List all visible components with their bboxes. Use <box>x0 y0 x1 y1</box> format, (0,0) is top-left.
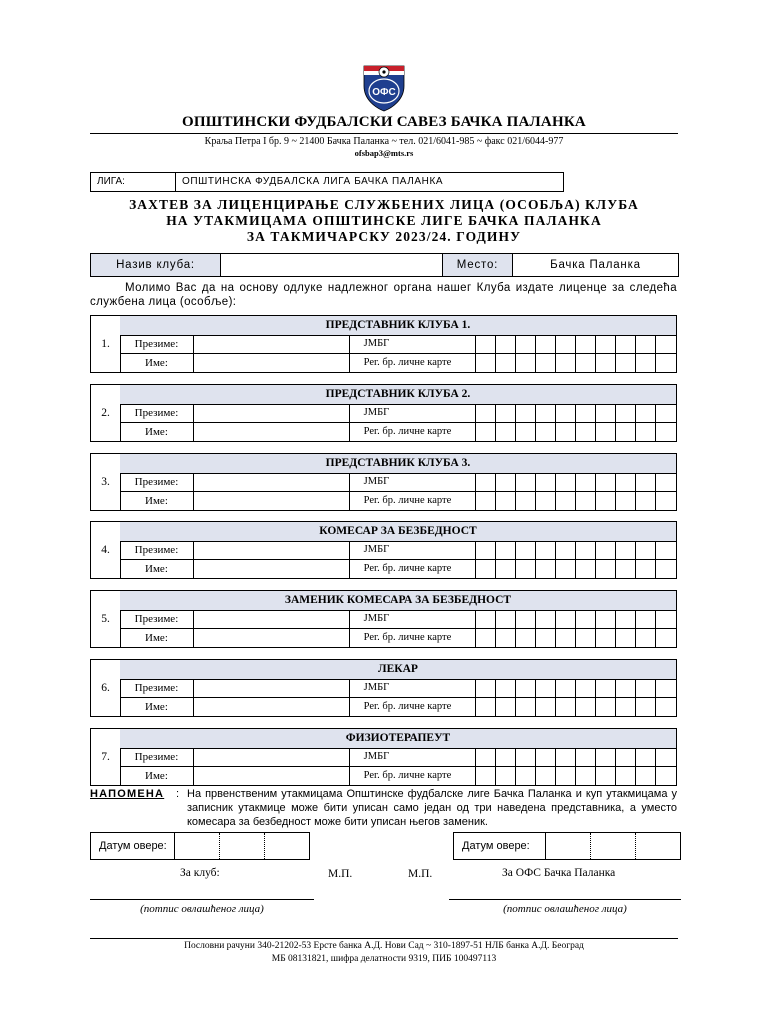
digit-cell[interactable] <box>636 629 656 647</box>
name-field[interactable] <box>194 423 350 441</box>
digit-cell[interactable] <box>596 404 616 422</box>
digit-cell[interactable] <box>656 404 676 422</box>
digit-cell[interactable] <box>556 404 576 422</box>
digit-cell[interactable] <box>496 610 516 628</box>
digit-cell[interactable] <box>576 492 596 510</box>
surname-field[interactable] <box>194 541 350 559</box>
date-month-field[interactable] <box>220 833 265 859</box>
date-box-right <box>453 832 681 860</box>
digit-cell[interactable] <box>656 541 676 559</box>
section-title: ЛЕКАР <box>120 660 676 680</box>
ofs-logo <box>362 64 406 112</box>
id-card-label: Рег. бр. личне карте <box>350 492 476 510</box>
org-title: ОПШТИНСКИ ФУДБАЛСКИ САВЕЗ БАЧКА ПАЛАНКА <box>182 114 586 130</box>
id-card-label: Рег. бр. личне карте <box>350 767 476 785</box>
surname-row <box>120 541 676 560</box>
id-card-cells[interactable] <box>476 354 676 372</box>
digit-cell[interactable] <box>476 335 496 353</box>
league-box <box>90 172 564 192</box>
section-title: ФИЗИОТЕРАПЕУТ <box>120 729 676 749</box>
digit-cell[interactable] <box>576 748 596 766</box>
staff-section <box>90 728 677 786</box>
footer-bank-accounts: Пословни рачуни 340-21202-53 Ерсте банка А.Д. Нови Сад ~ 310-1897-51 НЛБ банка А.Д. Београд <box>184 941 584 951</box>
digit-cell[interactable] <box>496 541 516 559</box>
digit-cell[interactable] <box>516 629 536 647</box>
digit-cell[interactable] <box>556 748 576 766</box>
jmbg-cells[interactable] <box>476 679 676 697</box>
name-label: Име: <box>120 560 194 578</box>
id-card-cells[interactable] <box>476 560 676 578</box>
digit-cell[interactable] <box>616 354 636 372</box>
surname-label: Презиме: <box>120 610 194 628</box>
id-card-cells[interactable] <box>476 767 676 785</box>
name-label: Име: <box>120 629 194 647</box>
digit-cell[interactable] <box>636 767 656 785</box>
digit-cell[interactable] <box>496 423 516 441</box>
digit-cell[interactable] <box>476 354 496 372</box>
digit-cell[interactable] <box>536 541 556 559</box>
section-title: КОМЕСАР ЗА БЕЗБЕДНОСТ <box>120 522 676 542</box>
digit-cell[interactable] <box>556 354 576 372</box>
digit-cell[interactable] <box>596 473 616 491</box>
digit-cell[interactable] <box>576 541 596 559</box>
digit-cell[interactable] <box>496 679 516 697</box>
digit-cell[interactable] <box>496 698 516 716</box>
id-card-label: Рег. бр. личне карте <box>350 423 476 441</box>
club-place-label: Место: <box>443 254 513 276</box>
footer-registration: МБ 08131821, шифра делатности 9319, ПИБ 100497113 <box>271 954 497 964</box>
jmbg-cells[interactable] <box>476 610 676 628</box>
date-label-right: Датум овере: <box>454 833 546 859</box>
digit-cell[interactable] <box>616 541 636 559</box>
digit-cell[interactable] <box>616 767 636 785</box>
name-label: Име: <box>120 767 194 785</box>
digit-cell[interactable] <box>656 473 676 491</box>
digit-cell[interactable] <box>616 492 636 510</box>
digit-cell[interactable] <box>656 560 676 578</box>
digit-cell[interactable] <box>616 335 636 353</box>
surname-row <box>120 473 676 492</box>
name-field[interactable] <box>194 767 350 785</box>
jmbg-cells[interactable] <box>476 473 676 491</box>
section-title: ПРЕДСТАВНИК КЛУБА 1. <box>120 316 676 336</box>
staff-section <box>90 453 677 511</box>
digit-cell[interactable] <box>636 679 656 697</box>
digit-cell[interactable] <box>516 423 536 441</box>
surname-row <box>120 748 676 767</box>
surname-label: Презиме: <box>120 404 194 422</box>
name-field[interactable] <box>194 560 350 578</box>
digit-cell[interactable] <box>556 767 576 785</box>
date-box-left <box>90 832 310 860</box>
section-number: 2. <box>91 385 121 441</box>
digit-cell[interactable] <box>516 541 536 559</box>
digit-cell[interactable] <box>596 767 616 785</box>
digit-cell[interactable] <box>556 560 576 578</box>
surname-field[interactable] <box>194 473 350 491</box>
name-label: Име: <box>120 698 194 716</box>
digit-cell[interactable] <box>596 335 616 353</box>
digit-cell[interactable] <box>596 492 616 510</box>
surname-field[interactable] <box>194 679 350 697</box>
digit-cell[interactable] <box>616 748 636 766</box>
digit-cell[interactable] <box>536 404 556 422</box>
digit-cell[interactable] <box>496 767 516 785</box>
surname-row <box>120 404 676 423</box>
digit-cell[interactable] <box>476 698 496 716</box>
digit-cell[interactable] <box>656 698 676 716</box>
note-text: На првенственим утакмицама Општинске фудбалске лиге Бачка Паланка и куп утакмицама у записник утакмице може бити уписан само један од три наведена представника, а уместо комесара за безбедност може бити уписан његов заменик. <box>187 788 677 828</box>
id-card-cells[interactable] <box>476 698 676 716</box>
digit-cell[interactable] <box>636 610 656 628</box>
digit-cell[interactable] <box>576 679 596 697</box>
jmbg-label: ЈМБГ <box>350 404 476 422</box>
logo-text: ОФС <box>372 87 396 98</box>
name-label: Име: <box>120 423 194 441</box>
digit-cell[interactable] <box>496 404 516 422</box>
name-row <box>120 698 676 716</box>
id-card-label: Рег. бр. личне карте <box>350 698 476 716</box>
form-title-line-1: ЗАХТЕВ ЗА ЛИЦЕНЦИРАЊЕ СЛУЖБЕНИХ ЛИЦА (ОСОБЉА) КЛУБА <box>129 197 639 212</box>
surname-field[interactable] <box>194 335 350 353</box>
digit-cell[interactable] <box>496 354 516 372</box>
digit-cell[interactable] <box>636 492 656 510</box>
digit-cell[interactable] <box>656 354 676 372</box>
name-field[interactable] <box>194 492 350 510</box>
digit-cell[interactable] <box>596 679 616 697</box>
digit-cell[interactable] <box>476 560 496 578</box>
name-field[interactable] <box>194 698 350 716</box>
jmbg-cells[interactable] <box>476 404 676 422</box>
digit-cell[interactable] <box>476 679 496 697</box>
digit-cell[interactable] <box>596 698 616 716</box>
digit-cell[interactable] <box>556 423 576 441</box>
digit-cell[interactable] <box>576 354 596 372</box>
digit-cell[interactable] <box>476 404 496 422</box>
surname-row <box>120 335 676 354</box>
digit-cell[interactable] <box>616 404 636 422</box>
digit-cell[interactable] <box>596 560 616 578</box>
section-number: 5. <box>91 591 121 647</box>
surname-label: Презиме: <box>120 679 194 697</box>
surname-field[interactable] <box>194 404 350 422</box>
digit-cell[interactable] <box>556 698 576 716</box>
digit-cell[interactable] <box>496 492 516 510</box>
name-label: Име: <box>120 492 194 510</box>
shield-icon <box>362 64 406 112</box>
digit-cell[interactable] <box>496 629 516 647</box>
surname-label: Презиме: <box>120 541 194 559</box>
digit-cell[interactable] <box>556 610 576 628</box>
digit-cell[interactable] <box>536 629 556 647</box>
ofs-signature-caption: (потпис овлашћеног лица) <box>503 903 627 915</box>
digit-cell[interactable] <box>516 473 536 491</box>
digit-cell[interactable] <box>536 698 556 716</box>
digit-cell[interactable] <box>596 541 616 559</box>
digit-cell[interactable] <box>556 541 576 559</box>
footer-divider <box>90 938 678 939</box>
digit-cell[interactable] <box>496 473 516 491</box>
jmbg-label: ЈМБГ <box>350 748 476 766</box>
digit-cell[interactable] <box>536 560 556 578</box>
digit-cell[interactable] <box>476 767 496 785</box>
form-title-line-2: НА УТАКМИЦАМА ОПШТИНСКЕ ЛИГЕ БАЧКА ПАЛАНКА <box>166 213 602 228</box>
digit-cell[interactable] <box>516 404 536 422</box>
note-colon: : <box>176 788 180 800</box>
section-number: 7. <box>91 729 121 785</box>
digit-cell[interactable] <box>656 748 676 766</box>
digit-cell[interactable] <box>536 354 556 372</box>
digit-cell[interactable] <box>656 335 676 353</box>
digit-cell[interactable] <box>636 698 656 716</box>
jmbg-label: ЈМБГ <box>350 541 476 559</box>
digit-cell[interactable] <box>476 541 496 559</box>
section-number: 6. <box>91 660 121 716</box>
jmbg-label: ЈМБГ <box>350 335 476 353</box>
club-signature-line[interactable] <box>90 899 314 900</box>
staff-section <box>90 384 677 442</box>
digit-cell[interactable] <box>636 404 656 422</box>
id-card-cells[interactable] <box>476 423 676 441</box>
digit-cell[interactable] <box>476 610 496 628</box>
name-row <box>120 492 676 510</box>
section-title: ЗАМЕНИК КОМЕСАРА ЗА БЕЗБЕДНОСТ <box>120 591 676 611</box>
id-card-label: Рег. бр. личне карте <box>350 560 476 578</box>
jmbg-label: ЈМБГ <box>350 610 476 628</box>
date-day-field[interactable] <box>546 833 591 859</box>
club-name-field[interactable] <box>221 254 443 276</box>
staff-section <box>90 590 677 648</box>
surname-label: Презиме: <box>120 335 194 353</box>
digit-cell[interactable] <box>616 423 636 441</box>
name-row <box>120 354 676 372</box>
surname-label: Презиме: <box>120 473 194 491</box>
digit-cell[interactable] <box>556 335 576 353</box>
digit-cell[interactable] <box>596 610 616 628</box>
name-row <box>120 767 676 785</box>
digit-cell[interactable] <box>476 473 496 491</box>
digit-cell[interactable] <box>616 560 636 578</box>
staff-section <box>90 521 677 579</box>
digit-cell[interactable] <box>656 423 676 441</box>
digit-cell[interactable] <box>616 473 636 491</box>
name-label: Име: <box>120 354 194 372</box>
date-year-field[interactable] <box>636 833 680 859</box>
digit-cell[interactable] <box>516 354 536 372</box>
digit-cell[interactable] <box>536 492 556 510</box>
name-row <box>120 560 676 578</box>
digit-cell[interactable] <box>576 404 596 422</box>
jmbg-cells[interactable] <box>476 748 676 766</box>
digit-cell[interactable] <box>536 610 556 628</box>
digit-cell[interactable] <box>516 560 536 578</box>
org-email: ofsbap3@mts.rs <box>354 148 414 158</box>
digit-cell[interactable] <box>556 629 576 647</box>
section-title: ПРЕДСТАВНИК КЛУБА 2. <box>120 385 676 405</box>
digit-cell[interactable] <box>476 423 496 441</box>
digit-cell[interactable] <box>616 610 636 628</box>
digit-cell[interactable] <box>536 335 556 353</box>
club-place-field[interactable]: Бачка Паланка <box>550 259 641 271</box>
digit-cell[interactable] <box>476 748 496 766</box>
digit-cell[interactable] <box>516 698 536 716</box>
club-signature-label: За клуб: <box>180 867 220 879</box>
digit-cell[interactable] <box>596 629 616 647</box>
form-title-line-3: ЗА ТАКМИЧАРСКУ 2023/24. ГОДИНУ <box>246 229 522 244</box>
digit-cell[interactable] <box>576 610 596 628</box>
surname-field[interactable] <box>194 610 350 628</box>
digit-cell[interactable] <box>616 679 636 697</box>
digit-cell[interactable] <box>536 473 556 491</box>
digit-cell[interactable] <box>536 679 556 697</box>
jmbg-cells[interactable] <box>476 541 676 559</box>
digit-cell[interactable] <box>516 767 536 785</box>
date-year-field[interactable] <box>265 833 309 859</box>
digit-cell[interactable] <box>576 767 596 785</box>
digit-cell[interactable] <box>516 335 536 353</box>
digit-cell[interactable] <box>536 767 556 785</box>
club-row <box>90 253 679 277</box>
digit-cell[interactable] <box>656 492 676 510</box>
digit-cell[interactable] <box>576 423 596 441</box>
org-address: Краља Петра I бр. 9 ~ 21400 Бачка Паланка ~ тел. 021/6041-985 ~ факс 021/6044-977 <box>204 136 564 147</box>
digit-cell[interactable] <box>596 423 616 441</box>
date-label-left: Датум овере: <box>91 833 175 859</box>
digit-cell[interactable] <box>536 748 556 766</box>
digit-cell[interactable] <box>496 335 516 353</box>
jmbg-cells[interactable] <box>476 335 676 353</box>
digit-cell[interactable] <box>476 629 496 647</box>
digit-cell[interactable] <box>576 698 596 716</box>
jmbg-label: ЈМБГ <box>350 473 476 491</box>
surname-field[interactable] <box>194 748 350 766</box>
staff-section <box>90 315 677 373</box>
digit-cell[interactable] <box>656 629 676 647</box>
stamp-label-right: М.П. <box>408 868 433 880</box>
digit-cell[interactable] <box>496 560 516 578</box>
stamp-label-left: М.П. <box>328 868 353 880</box>
surname-label: Презиме: <box>120 748 194 766</box>
digit-cell[interactable] <box>636 748 656 766</box>
digit-cell[interactable] <box>556 492 576 510</box>
digit-cell[interactable] <box>516 679 536 697</box>
date-month-field[interactable] <box>591 833 636 859</box>
digit-cell[interactable] <box>516 610 536 628</box>
id-card-cells[interactable] <box>476 492 676 510</box>
digit-cell[interactable] <box>596 748 616 766</box>
digit-cell[interactable] <box>656 679 676 697</box>
digit-cell[interactable] <box>636 560 656 578</box>
section-number: 3. <box>91 454 121 510</box>
id-card-label: Рег. бр. личне карте <box>350 354 476 372</box>
digit-cell[interactable] <box>496 748 516 766</box>
digit-cell[interactable] <box>576 473 596 491</box>
name-row <box>120 629 676 647</box>
form-title <box>0 197 768 245</box>
name-field[interactable] <box>194 629 350 647</box>
digit-cell[interactable] <box>616 698 636 716</box>
note-label: НАПОМЕНА <box>90 788 165 800</box>
jmbg-label: ЈМБГ <box>350 679 476 697</box>
section-number: 1. <box>91 316 121 372</box>
id-card-cells[interactable] <box>476 629 676 647</box>
club-signature-caption: (потпис овлашћеног лица) <box>140 903 264 915</box>
digit-cell[interactable] <box>516 492 536 510</box>
name-row <box>120 423 676 441</box>
section-title: ПРЕДСТАВНИК КЛУБА 3. <box>120 454 676 474</box>
id-card-label: Рег. бр. личне карте <box>350 629 476 647</box>
ofs-signature-line[interactable] <box>449 899 681 900</box>
digit-cell[interactable] <box>636 423 656 441</box>
staff-section <box>90 659 677 717</box>
digit-cell[interactable] <box>636 541 656 559</box>
date-day-field[interactable] <box>175 833 220 859</box>
league-label: ЛИГА: <box>91 173 176 191</box>
digit-cell[interactable] <box>556 679 576 697</box>
digit-cell[interactable] <box>656 610 676 628</box>
digit-cell[interactable] <box>576 560 596 578</box>
league-value[interactable]: ОПШТИНСКА ФУДБАЛСКА ЛИГА БАЧКА ПАЛАНКА <box>182 176 444 187</box>
digit-cell[interactable] <box>516 748 536 766</box>
digit-cell[interactable] <box>536 423 556 441</box>
surname-row <box>120 679 676 698</box>
digit-cell[interactable] <box>636 335 656 353</box>
name-field[interactable] <box>194 354 350 372</box>
digit-cell[interactable] <box>576 335 596 353</box>
digit-cell[interactable] <box>576 629 596 647</box>
digit-cell[interactable] <box>636 473 656 491</box>
digit-cell[interactable] <box>636 354 656 372</box>
section-number: 4. <box>91 522 121 578</box>
digit-cell[interactable] <box>616 629 636 647</box>
surname-row <box>120 610 676 629</box>
ofs-signature-label: За ОФС Бачка Паланка <box>502 867 616 879</box>
digit-cell[interactable] <box>476 492 496 510</box>
club-name-label: Назив клуба: <box>91 254 221 276</box>
digit-cell[interactable] <box>656 767 676 785</box>
digit-cell[interactable] <box>596 354 616 372</box>
header-divider <box>90 133 678 134</box>
digit-cell[interactable] <box>556 473 576 491</box>
intro-text: Молимо Вас да на основу одлуке надлежног органа нашег Клуба издате лиценце за следећа службена лица (особље): <box>90 282 677 308</box>
